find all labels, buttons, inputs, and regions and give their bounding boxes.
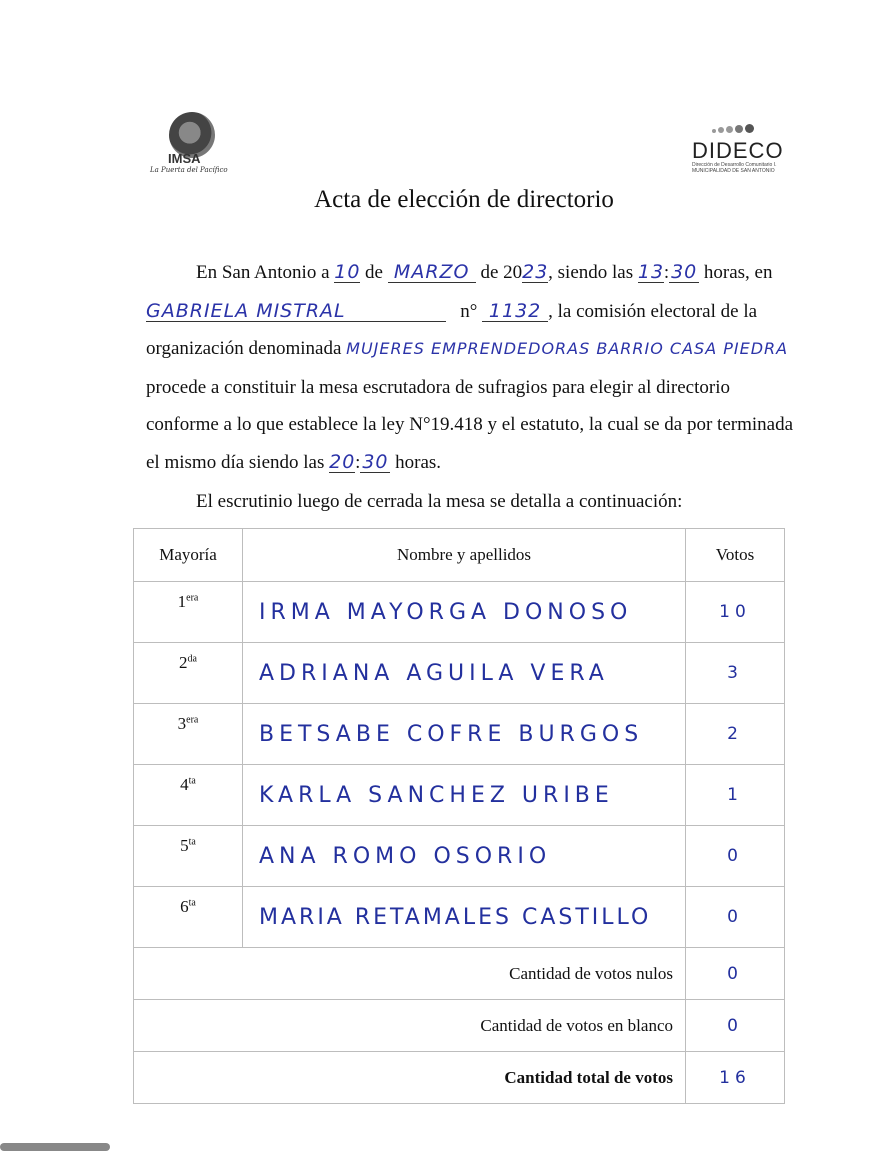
start-minute-field: 30 [671, 261, 698, 283]
total-votes-label: Cantidad total de votos [134, 1052, 686, 1104]
header-votes: Votos [686, 529, 785, 582]
blank-votes-row [134, 1000, 785, 1052]
number-field: 1132 [482, 302, 548, 322]
header-rank: Mayoría [134, 529, 243, 582]
imsa-logo-text: IMSA [168, 151, 201, 166]
table-row: $2^{da}$ ADRIANA AGUILA VERA 3 [134, 643, 785, 704]
candidate-votes: 1 [686, 765, 785, 826]
total-votes-row [134, 1052, 785, 1104]
body-line-6: el mismo día siendo las 20: 30 horas. [146, 451, 442, 473]
body-line-1: En San Antonio a 10 de MARZO de 2023, siendo las 13: 30 horas, en [196, 261, 773, 283]
street-field: GABRIELA MISTRAL [146, 302, 446, 322]
candidate-name: ANA ROMO OSORIO [259, 843, 552, 869]
dideco-dots-icon [712, 120, 756, 138]
candidate-votes: 3 [686, 643, 785, 704]
results-table [133, 528, 785, 1104]
table-row: $1^{era}$ IRMA MAYORGA DONOSO 10 [134, 582, 785, 643]
imsa-motto: La Puerta del Pacífico [150, 166, 228, 174]
table-header-row [134, 529, 785, 582]
day-field: 10 [334, 261, 361, 283]
month-field: MARZO [388, 263, 476, 283]
total-votes-value: 16 [686, 1052, 785, 1104]
candidate-votes: 2 [686, 704, 785, 765]
year-field: 23 [522, 261, 549, 283]
blank-votes-label: Cantidad de votos en blanco [134, 1000, 686, 1052]
body-line-3: organización denominada MUJERES EMPRENDEDORAS BARRIO CASA PIEDRA [146, 338, 789, 359]
candidate-votes: 10 [686, 582, 785, 643]
null-votes-row [134, 948, 785, 1000]
table-row: $5^{ta}$ ANA ROMO OSORIO 0 [134, 826, 785, 887]
null-votes-value: 0 [686, 948, 785, 1000]
body-line-2: GABRIELA MISTRAL n° 1132 , la comisión electoral de la [146, 300, 758, 322]
table-row: $6^{ta}$ MARIA RETAMALES CASTILLO 0 [134, 887, 785, 948]
null-votes-label: Cantidad de votos nulos [134, 948, 686, 1000]
candidate-name: ADRIANA AGUILA VERA [259, 660, 609, 686]
candidate-name: MARIA RETAMALES CASTILLO [259, 904, 652, 930]
table-row: $4^{ta}$ KARLA SANCHEZ URIBE 1 [134, 765, 785, 826]
candidate-name: IRMA MAYORGA DONOSO [259, 599, 633, 625]
organization-field: MUJERES EMPRENDEDORAS BARRIO CASA PIEDRA [346, 339, 789, 358]
candidate-votes: 0 [686, 887, 785, 948]
body-line-7: El escrutinio luego de cerrada la mesa se detalla a continuación: [196, 491, 683, 512]
start-hour-field: 13 [637, 261, 665, 283]
table-row: $3^{era}$ BETSABE COFRE BURGOS 2 [134, 704, 785, 765]
candidate-name: KARLA SANCHEZ URIBE [259, 782, 614, 808]
candidate-votes: 0 [686, 826, 785, 887]
dideco-logo-subtitle: Dirección de Desarrollo Comunitario I. MUNICIPALIDAD DE SAN ANTONIO [692, 162, 777, 174]
body-line-5: conforme a lo que establece la ley N°19.418 y el estatuto, la cual se da por terminada [146, 414, 794, 435]
scan-edge-mark [0, 1143, 110, 1151]
end-hour-field: 20 [329, 451, 356, 473]
end-minute-field: 30 [362, 451, 389, 473]
header-name: Nombre y apellidos [243, 529, 686, 582]
body-line-4: procede a constituir la mesa escrutadora de sufragios para elegir al directorio [146, 377, 730, 398]
candidate-name: BETSABE COFRE BURGOS [259, 721, 644, 747]
document-title: Acta de elección de directorio [314, 186, 614, 213]
blank-votes-value: 0 [686, 1000, 785, 1052]
dideco-logo-text: DIDECO [692, 138, 784, 163]
